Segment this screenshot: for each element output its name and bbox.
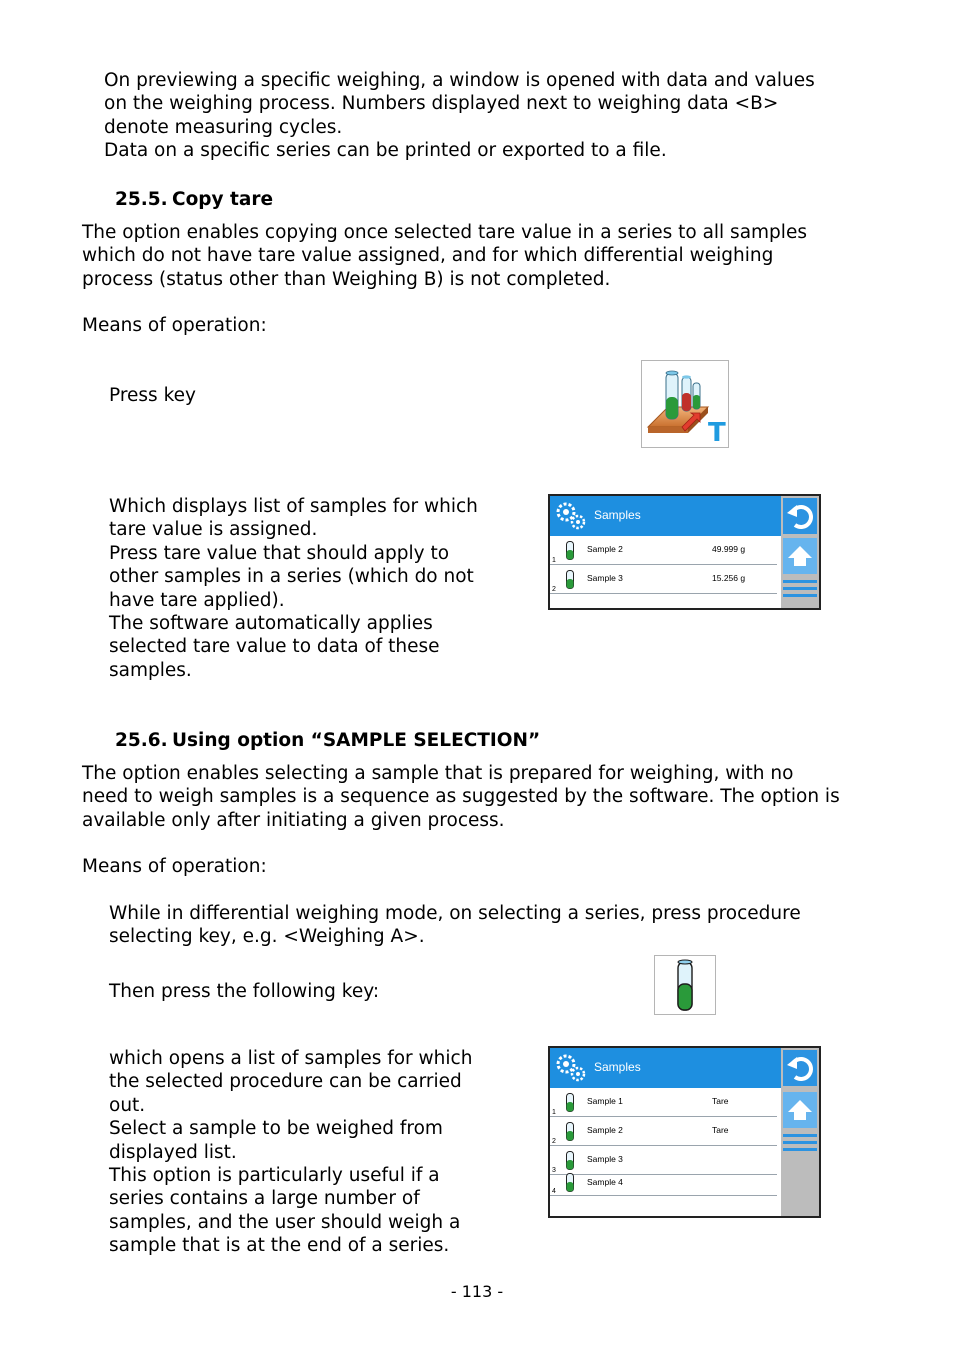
text-line: have tare applied). <box>109 589 285 611</box>
text-line: sample that is at the end of a series. <box>109 1235 450 1257</box>
gear-icon <box>554 1052 588 1084</box>
text-line: series contains a large number of <box>109 1188 420 1210</box>
text-line: the selected procedure can be carried <box>109 1071 462 1093</box>
list-item[interactable]: 2 Sample 3 15.256 g <box>550 565 777 594</box>
sample-tube-icon <box>566 1151 574 1170</box>
undo-arrow-icon <box>785 501 815 531</box>
text-line: Select a sample to be weighed from <box>109 1118 443 1140</box>
copy-tare-icon <box>642 361 728 447</box>
section-heading-copy-tare <box>115 188 273 211</box>
text-line: selecting key, e.g. <Weighing A>. <box>109 926 425 948</box>
home-button[interactable] <box>783 538 817 574</box>
text-line: This option is particularly useful if a <box>109 1165 440 1187</box>
text-line: On previewing a specific weighing, a window is opened with data and values <box>104 70 815 91</box>
list-item[interactable]: 1 Sample 2 49.999 g <box>550 536 777 565</box>
text-line: available only after initiating a given process. <box>82 809 505 831</box>
page-number: - 113 - <box>450 1282 504 1301</box>
list-item[interactable]: 3 Sample 3 <box>550 1146 777 1175</box>
back-button[interactable] <box>783 498 817 534</box>
sample-tube-icon <box>566 1122 574 1141</box>
screen-header <box>550 1048 781 1088</box>
list-item[interactable]: 1 Sample 1 Tare <box>550 1088 777 1117</box>
text-line: which do not have tare value assigned, and for which differential weighing <box>82 245 774 267</box>
text-line: While in differential weighing mode, on selecting a series, press procedure <box>109 903 801 924</box>
text-line: selected tare value to data of these <box>109 636 440 658</box>
scroll-handle[interactable] <box>783 580 817 601</box>
text-line: samples. <box>109 659 192 681</box>
text-line: The software automatically applies <box>109 613 433 635</box>
means-of-operation-label: Means of operation: <box>82 856 267 877</box>
text-line: Data on a specific series can be printed or exported to a file. <box>104 140 667 162</box>
sample-selection-description <box>82 762 840 832</box>
sample-selection-key[interactable] <box>654 955 716 1015</box>
samples-screen-selection <box>548 1046 821 1218</box>
text-line: on the weighing process. Numbers displayed next to weighing data <B> <box>104 93 779 115</box>
section-number: 25.6. <box>115 730 168 751</box>
screen-title: Samples <box>594 508 641 522</box>
sample-selection-instruction <box>109 902 801 949</box>
sample-tube-icon <box>655 956 715 1014</box>
undo-arrow-icon <box>785 1053 815 1083</box>
section-heading-sample-selection <box>115 729 540 752</box>
sample-selection-steps <box>109 1047 472 1258</box>
then-press-label: Then press the following key: <box>109 981 380 1002</box>
svg-text:T: T <box>708 418 726 447</box>
home-icon <box>786 1098 814 1122</box>
home-button[interactable] <box>783 1092 817 1128</box>
screen-side-panel <box>781 1048 819 1216</box>
means-of-operation-label: Means of operation: <box>82 315 267 336</box>
gear-icon <box>554 500 588 532</box>
intro-paragraph <box>104 69 815 163</box>
text-line: samples, and the user should weigh a <box>109 1211 461 1233</box>
list-item[interactable]: 2 Sample 2 Tare <box>550 1117 777 1146</box>
text-line: other samples in a series (which do not <box>109 566 474 588</box>
scroll-handle[interactable] <box>783 1134 817 1155</box>
copy-tare-steps <box>109 495 478 682</box>
screen-title: Samples <box>594 1060 641 1074</box>
text-line: Press tare value that should apply to <box>109 542 450 564</box>
text-line: Which displays list of samples for which <box>109 496 478 517</box>
text-line: The option enables copying once selected tare value in a series to all samples <box>82 222 807 243</box>
section-number: 25.5. <box>115 189 168 210</box>
text-line: process (status other than Weighing B) is not completed. <box>82 268 611 290</box>
home-icon <box>786 544 814 568</box>
list-item[interactable]: 4 Sample 4 <box>550 1171 777 1196</box>
press-key-label: Press key <box>109 385 196 406</box>
sample-tube-icon <box>566 570 574 589</box>
text-line: need to weigh samples is a sequence as suggested by the software. The option is <box>82 786 840 808</box>
sample-tube-icon <box>566 1173 574 1192</box>
sample-tube-icon <box>566 1093 574 1112</box>
text-line: denote measuring cycles. <box>104 116 343 138</box>
text-line: The option enables selecting a sample that is prepared for weighing, with no <box>82 763 794 784</box>
sample-tube-icon <box>566 541 574 560</box>
text-line: out. <box>109 1094 146 1116</box>
section-title: Using option “SAMPLE SELECTION” <box>172 730 541 751</box>
text-line: which opens a list of samples for which <box>109 1048 473 1069</box>
samples-screen-tare <box>548 494 821 610</box>
back-button[interactable] <box>783 1050 817 1086</box>
copy-tare-description <box>82 221 807 291</box>
section-title: Copy tare <box>172 189 274 210</box>
screen-header <box>550 496 781 536</box>
copy-tare-key[interactable] <box>641 360 729 448</box>
text-line: tare value is assigned. <box>109 519 318 541</box>
screen-side-panel <box>781 496 819 608</box>
text-line: displayed list. <box>109 1141 237 1163</box>
